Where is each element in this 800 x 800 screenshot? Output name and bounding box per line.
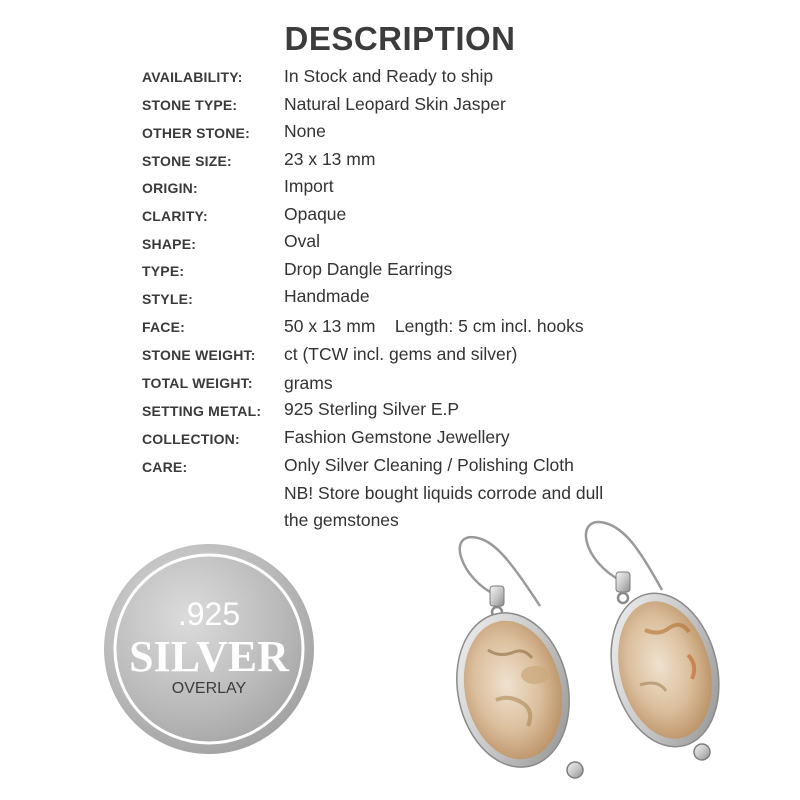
spec-value-total-weight: grams xyxy=(284,373,333,393)
page-title: DESCRIPTION xyxy=(284,20,516,57)
spec-label-origin: ORIGIN: xyxy=(142,180,198,196)
spec-label-total-weight: TOTAL WEIGHT: xyxy=(142,375,253,391)
spec-label-collection: COLLECTION: xyxy=(142,431,240,447)
care-note-line-1: NB! Store bought liquids corrode and dull xyxy=(284,483,604,503)
spec-value-other-stone: None xyxy=(284,121,326,141)
spec-value-shape: Oval xyxy=(284,231,320,251)
badge-finish: OVERLAY xyxy=(171,680,247,697)
badge-metal: SILVER xyxy=(129,632,289,681)
spec-label-stone-weight: STONE WEIGHT: xyxy=(142,347,256,363)
right-coil xyxy=(616,572,630,592)
left-drop-bead xyxy=(567,762,583,778)
badge-purity: .925 xyxy=(177,596,241,632)
spec-label-setting-metal: SETTING METAL: xyxy=(142,403,262,419)
right-earring xyxy=(586,522,734,760)
spec-value-type: Drop Dangle Earrings xyxy=(284,259,453,279)
spec-value-care: Only Silver Cleaning / Polishing Cloth xyxy=(284,455,574,475)
spec-value-style: Handmade xyxy=(284,286,370,306)
spec-label-availability: AVAILABILITY: xyxy=(142,69,243,85)
spec-label-stone-size: STONE SIZE: xyxy=(142,153,232,169)
drop-dangle-earrings-photo xyxy=(440,520,800,800)
spec-label-care: CARE: xyxy=(142,459,188,475)
right-drop-bead xyxy=(694,744,710,760)
spec-label-face: FACE: xyxy=(142,319,185,335)
spec-value-origin: Import xyxy=(284,176,334,196)
spec-label-clarity: CLARITY: xyxy=(142,208,208,224)
left-earring xyxy=(443,537,583,778)
spec-label-style: STYLE: xyxy=(142,291,193,307)
spec-value-stone-size: 23 x 13 mm xyxy=(284,149,376,169)
spec-value-clarity: Opaque xyxy=(284,204,347,224)
care-note-line-2: the gemstones xyxy=(284,510,399,530)
spec-value-face: 50 x 13 mm Length: 5 cm incl. hooks xyxy=(284,316,584,336)
right-jump-ring xyxy=(618,593,628,603)
silver-overlay-badge xyxy=(103,543,315,755)
spec-value-collection: Fashion Gemstone Jewellery xyxy=(284,427,510,447)
spec-label-other-stone: OTHER STONE: xyxy=(142,125,250,141)
spec-value-stone-weight: ct (TCW incl. gems and silver) xyxy=(284,344,518,364)
spec-label-shape: SHAPE: xyxy=(142,236,197,252)
left-coil xyxy=(490,586,504,606)
spec-value-availability: In Stock and Ready to ship xyxy=(284,66,494,86)
spec-label-stone-type: STONE TYPE: xyxy=(142,97,238,113)
spec-value-stone-type: Natural Leopard Skin Jasper xyxy=(284,94,506,114)
spec-value-setting-metal: 925 Sterling Silver E.P xyxy=(284,399,460,419)
spec-label-type: TYPE: xyxy=(142,263,185,279)
